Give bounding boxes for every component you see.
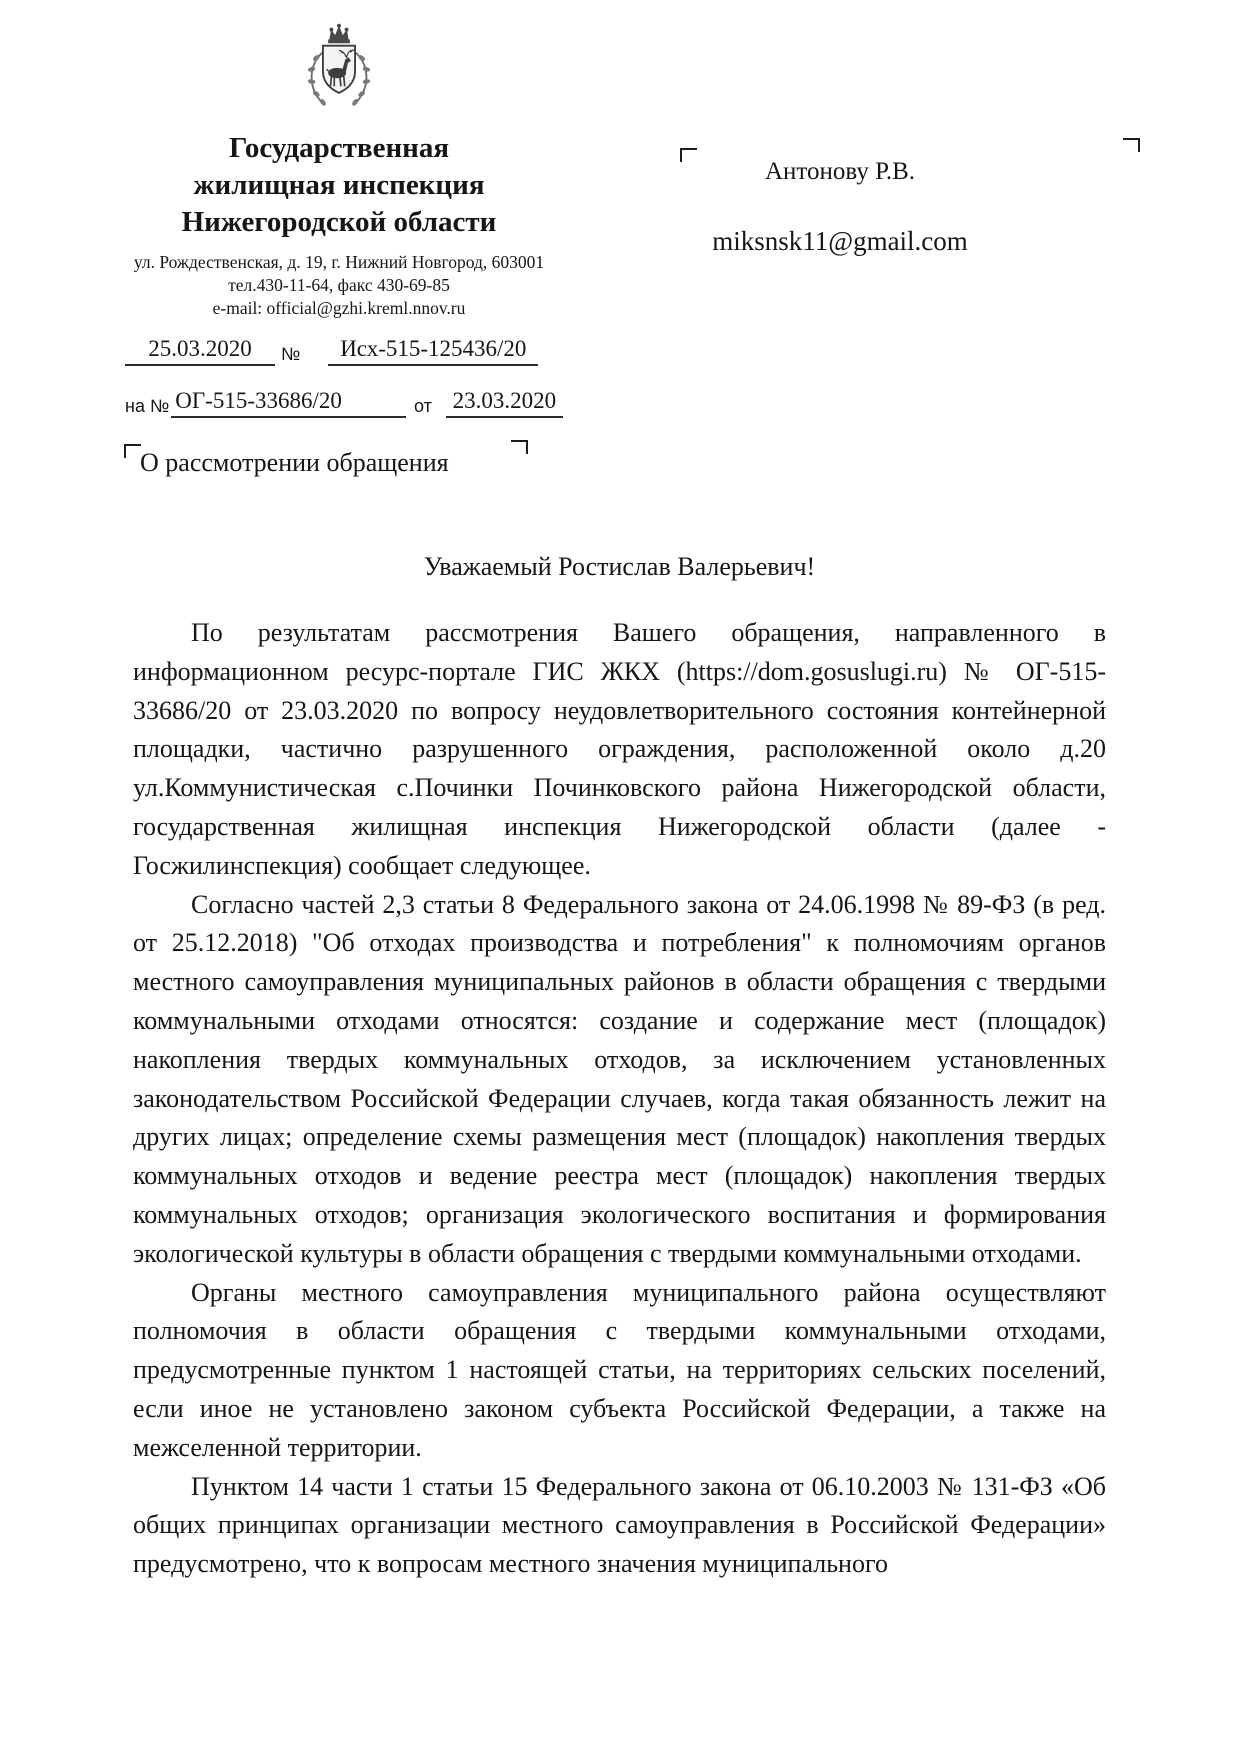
number-sign-label: № [281, 344, 301, 364]
outgoing-number: Исх-515-125436/20 [328, 334, 538, 366]
corner-mark-top-left-icon [124, 444, 141, 458]
coat-of-arms-icon [287, 22, 391, 126]
subject-line: О рассмотрении обращения [140, 448, 449, 477]
letter-body [133, 552, 1106, 1584]
org-title-line2: жилищная инспекция [193, 169, 485, 201]
org-phone: тел.430-11-64, факс 430-69-85 [228, 275, 450, 295]
recipient-email: miksnsk11@gmail.com [712, 226, 968, 256]
org-title [115, 130, 563, 241]
body-paragraph: По результатам рассмотрения Вашего обращения, направленного в информационном ресурс-портале ГИС ЖКХ (https://dom.gosuslugi.ru) № ОГ-515-33686/20 от 23.03.2020 по вопросу неудовлетворительного состояния контейнерной площадки, частично разрушенного ограждения, расположенной около д.20 ул.Коммунистическая с.Починки Починковского района Нижегородской области, государственная жилищная инспекция Нижегородской области (далее - Госжилинспекция) сообщает следующее. [133, 618, 1106, 880]
reply-to-label: на № [125, 396, 170, 416]
salutation: Уважаемый Ростислав Валерьевич! [423, 552, 816, 581]
reply-date: 23.03.2020 [446, 386, 563, 418]
outgoing-ref-row [115, 334, 563, 366]
org-title-line1: Государственная [228, 132, 450, 164]
body-paragraph: Согласно частей 2,3 статьи 8 Федерального закона от 24.06.1998 № 89-ФЗ (в ред. от 25.12.2018) "Об отходах производства и потребления" к полномочиям органов местного самоуправления муниципальных районов в области обращения с твердыми коммунальными отходами относятся: создание и содержание мест (площадок) накопления твердых коммунальных отходов, за исключением установленных законодательством Российской Федерации случаев, когда такая обязанность лежит на других лицах; определение схемы размещения мест (площадок) накопления твердых коммунальных отходов и ведение реестра мест (площадок) накопления твердых коммунальных отходов; организация экологического воспитания и формирования экологической культуры в области обращения с твердыми коммунальными отходами. [133, 889, 1106, 1268]
recipient-block [680, 138, 1140, 278]
recipient-name: Антонову Р.В. [764, 158, 916, 185]
letterhead [115, 22, 563, 418]
body-paragraph: Пунктом 14 части 1 статьи 15 Федерального закона от 06.10.2003 № 131-ФЗ «Об общих принципах организации местного самоуправления в Российской Федерации» предусмотрено, что к вопросам местного значения муниципального [133, 1471, 1106, 1579]
org-address: ул. Рождественская, д. 19, г. Нижний Новгород, 603001 [133, 252, 545, 272]
corner-mark-top-right-icon [511, 440, 528, 454]
body-paragraph: Органы местного самоуправления муниципального района осуществляют полномочия в области обращения с твердыми коммунальными отходами, предусмотренные пунктом 1 настоящей статьи, на территориях сельских поселений, если иное не установлено законом субъекта Российской Федерации, а также на межселенной территории. [133, 1277, 1106, 1462]
corner-mark-top-right-icon [1123, 138, 1140, 152]
outgoing-date: 25.03.2020 [125, 334, 275, 366]
from-label: от [413, 396, 432, 416]
org-contacts [115, 251, 563, 320]
reply-ref-row [115, 386, 563, 418]
reply-number: ОГ-515-33686/20 [171, 386, 406, 418]
org-title-line3: Нижегородской области [181, 206, 497, 238]
org-email: e-mail: official@gzhi.kreml.nnov.ru [212, 298, 466, 318]
